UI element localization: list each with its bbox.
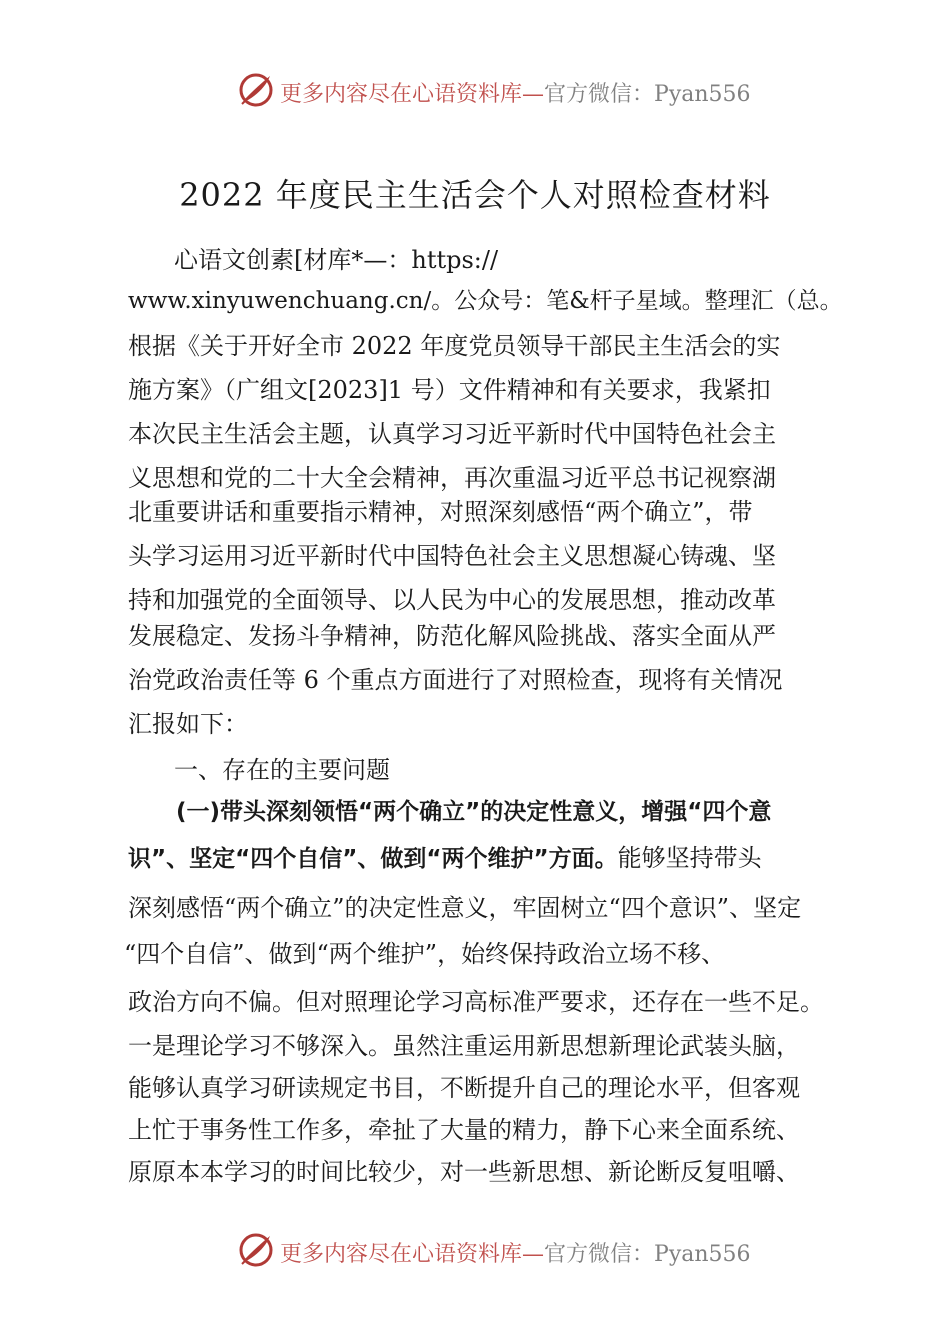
text-line: 上忙于事务性工作多，牵扯了大量的精力，静下心来全面系统、: [128, 1116, 800, 1144]
banner-main-text: 更多内容尽在心语资料库: [280, 82, 523, 107]
banner-wechat-id: Pyan556: [654, 1242, 751, 1267]
text-line: 治党政治责任等 6 个重点方面进行了对照检查，现将有关情况: [128, 666, 783, 694]
text-line: 深刻感悟“两个确立”的决定性意义，牢固树立“四个意识”、坚定: [128, 894, 802, 922]
document-title: 2022 年度民主生活会个人对照检查材料: [179, 176, 771, 214]
banner-main-text: 更多内容尽在心语资料库: [280, 1242, 523, 1267]
banner-official-label: 官方微信：: [544, 82, 655, 107]
text-line: 汇报如下：: [128, 710, 248, 738]
text-line: 施方案》（广组文[2023]1 号）文件精神和有关要求，我紧扣: [128, 376, 771, 404]
text-line: 发展稳定、发扬斗争精神，防范化解风险挑战、落实全面从严: [128, 622, 776, 650]
feather-pen-logo-icon: [236, 1230, 276, 1270]
text-line: 头学习运用习近平新时代中国特色社会主义思想凝心铸魂、坚: [128, 542, 776, 570]
text-line: “四个自信”、做到“两个维护”，始终保持政治立场不移、: [124, 940, 726, 968]
banner-official-label: 官方微信：: [544, 1242, 655, 1267]
banner-separator: —: [522, 82, 545, 107]
banner-text: [280, 1237, 751, 1268]
subsection-heading-line2: [128, 846, 762, 871]
text-line: 一是理论学习不够深入。虽然注重运用新思想新理论武装头脑，: [128, 1032, 800, 1060]
text-line: 能够认真学习研读规定书目，不断提升自己的理论水平，但客观: [128, 1074, 800, 1102]
banner-text: [280, 77, 751, 108]
banner-wechat-id: Pyan556: [654, 82, 751, 107]
text-line: 心语文创素[材库*—：https://: [174, 246, 499, 274]
subsection-body-start: 能够坚持带头: [617, 844, 762, 872]
feather-pen-logo-icon: [236, 70, 276, 110]
text-line: 义思想和党的二十大全会精神，再次重温习近平总书记视察湖: [128, 464, 776, 492]
text-line: 北重要讲话和重要指示精神，对照深刻感悟“两个确立”，带: [128, 498, 753, 526]
text-line: 持和加强党的全面领导、以人民为中心的发展思想，推动改革: [128, 586, 776, 614]
text-line: 根据《关于开好全市 2022 年度党员领导干部民主生活会的实: [128, 332, 781, 360]
subsection-heading-line1: (一)带头深刻领悟“两个确立”的决定性意义，增强“四个意: [176, 799, 772, 825]
subsection-heading-bold-text: 识”、坚定“四个自信”、做到“两个维护”方面。: [128, 846, 618, 872]
footer-banner: [0, 1228, 950, 1278]
text-line: 政治方向不偏。但对照理论学习高标准严要求，还存在一些不足。: [128, 988, 824, 1016]
banner-separator: —: [522, 1242, 545, 1267]
header-banner: [0, 68, 950, 118]
text-line: www.xinyuwenchuang.cn/。公众号：笔&杆子星域。整理汇（总。: [128, 288, 843, 314]
text-line: 原原本本学习的时间比较少，对一些新思想、新论断反复咀嚼、: [128, 1158, 800, 1186]
text-line: 本次民主生活会主题，认真学习习近平新时代中国特色社会主: [128, 420, 776, 448]
section-heading: 一、存在的主要问题: [174, 756, 390, 784]
